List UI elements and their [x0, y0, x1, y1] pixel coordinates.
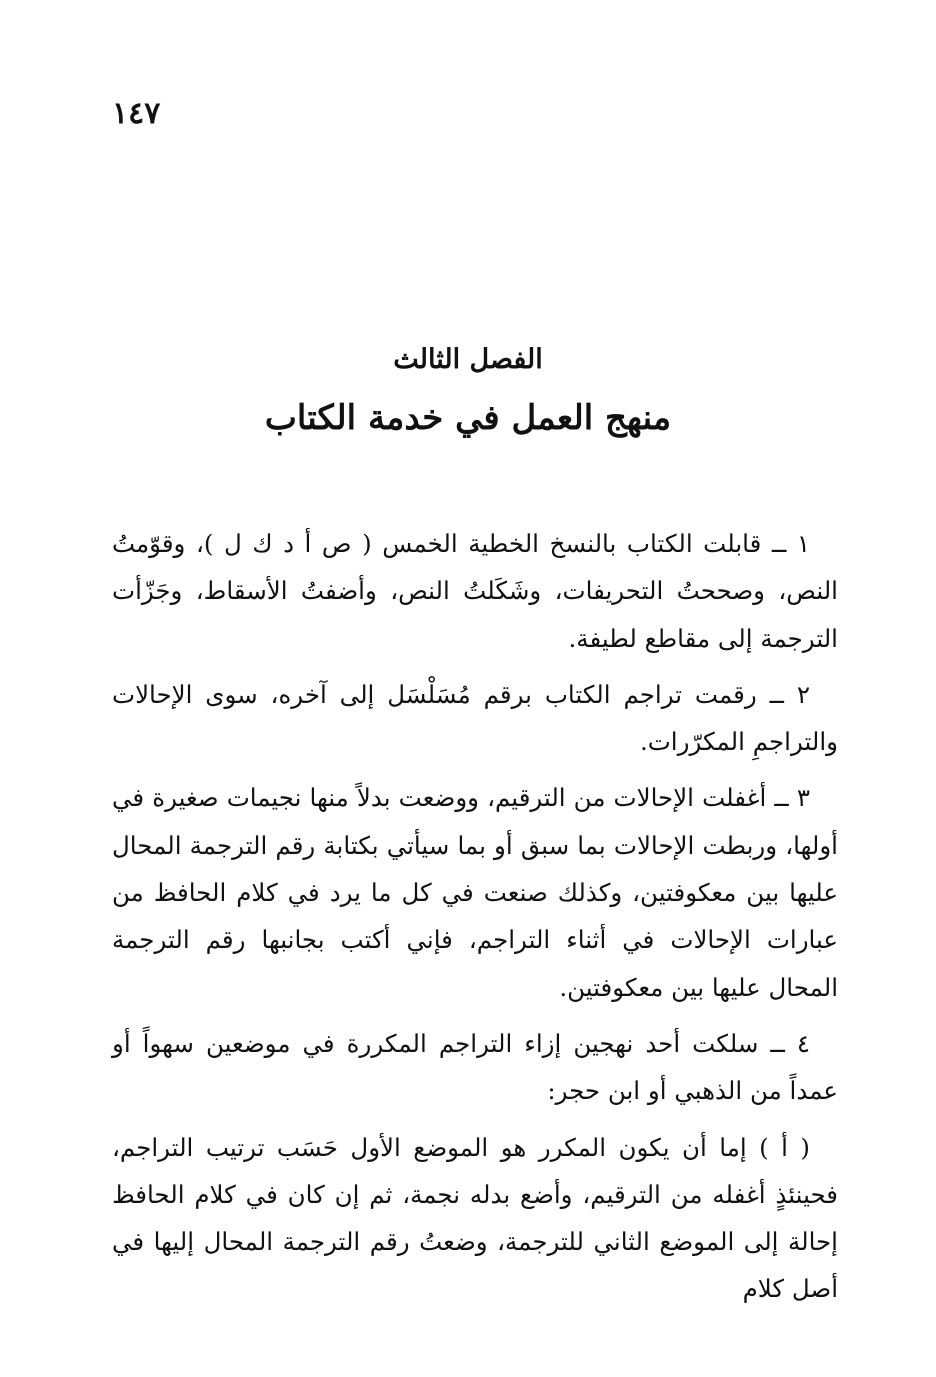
paragraph: ٣ ــ أغفلت الإحالات من الترقيم، ووضعت بدلاً منها نجيمات صغيرة في أولها، وربطت الإحالات بما سبق أو بما سيأتي بكتابة رقم الترجمة المحال عليها بين معكوفتين، وكذلك صنعت في كل ما يرد في كلام الحافظ من عبارات الإحالات في أثناء التراجم، فإني أكتب بجانبها رقم الترجمة المحال عليها بين معكوفتين. [112, 783, 838, 1002]
paragraph: ( أ ) إما أن يكون المكرر هو الموضع الأول حَسَب ترتيب التراجم، فحينئذٍ أغفله من الترقيم، وأضع بدله نجمة، ثم إن كان في كلام الحافظ إحالة إلى الموضع الثاني للترجمة، وضعتُ رقم الترجمة المحال إليها في أصل كلام [112, 1132, 838, 1304]
chapter-label: الفصل الثالث [393, 344, 543, 375]
body-text [112, 520, 838, 1322]
paragraph: ١ ــ قابلت الكتاب بالنسخ الخطية الخمس ( ص أ د ك ل )، وقوّمتُ النص، وصححتُ التحريفات، وشَكَلتُ النص، وأضفتُ الأسقاط، وجَزّأت الترجمة إلى مقاطع لطيفة. [112, 529, 838, 653]
chapter-title: منهج العمل في خدمة الكتاب [264, 398, 672, 438]
page-number: ١٤٧ [112, 96, 161, 131]
paragraph: ٤ ــ سلكت أحد نهجين إزاء التراجم المكررة في موضعين سهواً أو عمداً من الذهبي أو ابن حجر: [112, 1028, 838, 1106]
paragraph: ٢ ــ رقمت تراجم الكتاب برقم مُسَلْسَل إلى آخره، سوى الإحالات والتراجمِ المكرّرات. [112, 679, 838, 757]
